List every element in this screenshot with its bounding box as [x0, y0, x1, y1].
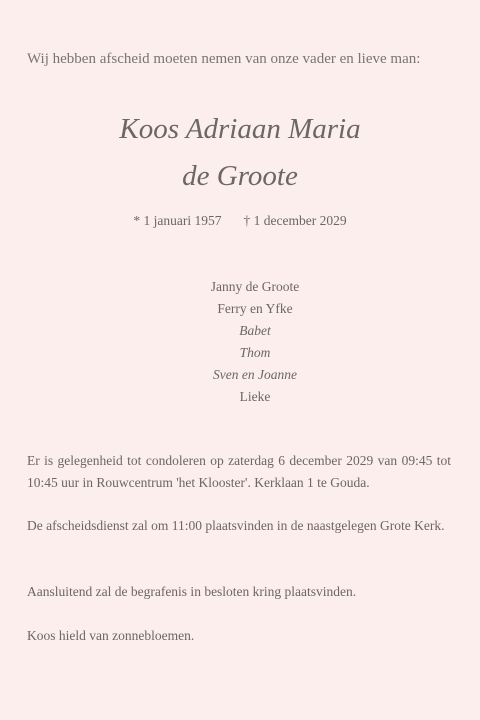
family-member: Lieke: [239, 389, 271, 404]
condolence-paragraph: Er is gelegenheid tot condoleren op zaterdag 6 december 2029 van 09:45 tot 10:45 uur in Rouwcentrum 'het Klooster'. Kerklaan 1 te Gouda.: [27, 453, 451, 490]
deceased-name-line-1: Koos Adriaan Maria: [119, 113, 361, 145]
life-dates: [0, 213, 480, 229]
family-member: Thom: [239, 345, 271, 360]
family-member: Babet: [239, 323, 271, 338]
birth-date: * 1 januari 1957: [133, 213, 222, 228]
intro-text: Wij hebben afscheid moeten nemen van onze vader en lieve man:: [27, 51, 421, 67]
deceased-name-line-2: de Groote: [182, 160, 298, 192]
service-paragraph: De afscheidsdienst zal om 11:00 plaatsvinden in de naastgelegen Grote Kerk.: [27, 518, 445, 533]
family-member: Janny de Groote: [210, 279, 300, 294]
family-member: Sven en Joanne: [213, 367, 297, 382]
death-date: † 1 december 2029: [243, 213, 347, 228]
burial-paragraph: Aansluitend zal de begrafenis in besloten kring plaatsvinden.: [27, 584, 357, 599]
closing-paragraph: Koos hield van zonnebloemen.: [27, 628, 195, 643]
family-member: Ferry en Yfke: [217, 301, 293, 316]
